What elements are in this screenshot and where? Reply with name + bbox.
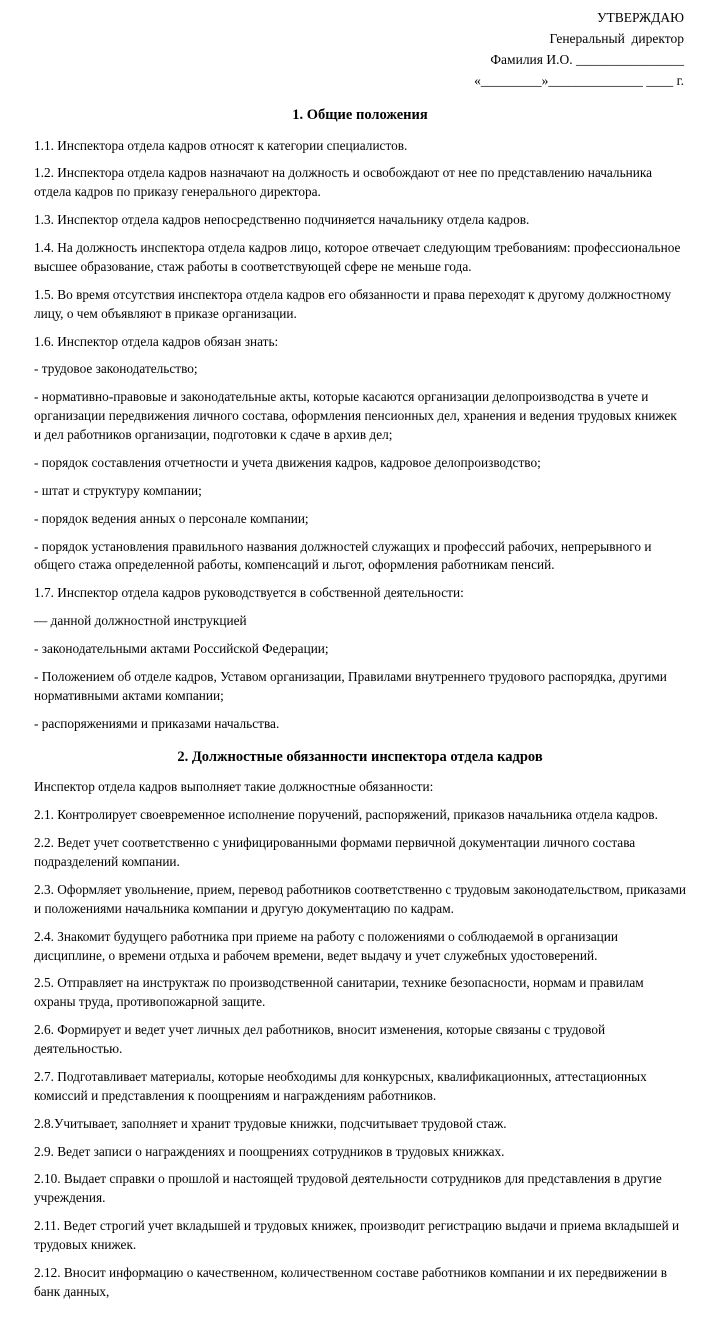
- paragraph-1-2: 1.2. Инспектора отдела кадров назначают на должность и освобождают от нее по представлению начальника отдела кадров по приказу генерального директора.: [34, 165, 653, 200]
- list-item-guided-1: — данной должностной инструкцией: [34, 613, 247, 629]
- paragraph-2-4: 2.4. Знакомит будущего работника при приеме на работу с положениями о соблюдаемой в организации дисциплине, о времени отдыха и рабочем времени, ведет выдачу и учет служебных удостоверений.: [34, 928, 618, 963]
- list-item-guided-4: - распоряжениями и приказами начальства.: [34, 715, 280, 731]
- paragraph-2-10: 2.10. Выдает справки о прошлой и настоящей трудовой деятельности сотрудников для представления в другие учреждения.: [34, 1171, 662, 1206]
- paragraph-2-12: 2.12. Вносит информацию о качественном, количественном составе работников компании и их передвижении в банк данных,: [34, 1264, 668, 1299]
- list-item-knowledge-4: - штат и структуру компании;: [34, 482, 202, 498]
- document-header: [34, 8, 686, 92]
- paragraph-1-7: 1.7. Инспектор отдела кадров руководствуется в собственной деятельности:: [34, 585, 464, 601]
- paragraph-2-2: 2.2. Ведет учет соответственно с унифицированными формами первичной документации личного состава подразделений компании.: [34, 835, 636, 869]
- paragraph-2-6: 2.6. Формирует и ведет учет личных дел работников, вносит изменения, которые связаны с трудовой деятельностью.: [34, 1022, 606, 1056]
- paragraph-2-intro: Инспектор отдела кадров выполняет такие должностные обязанности:: [34, 779, 434, 795]
- paragraph-1-5: 1.5. Во время отсутствия инспектора отдела кадров его обязанности и права переходят к другому должностному лицу, о чем объявляют в приказе организации.: [34, 286, 672, 321]
- paragraph-1-1: 1.1. Инспектора отдела кадров относят к категории специалистов.: [34, 137, 408, 153]
- signature-date-line: «_________»______________ ____ г.: [474, 72, 684, 88]
- paragraph-1-4: 1.4. На должность инспектора отдела кадров лицо, которое отвечает следующим требованиям: профессиональное высшее образование, стаж работы в соответствующей сфере не меньше года.: [34, 240, 681, 274]
- paragraph-2-5: 2.5. Отправляет на инструктаж по производственной санитарии, технике безопасности, нормам и правилам охраны труда, противопожарной защите.: [34, 975, 644, 1010]
- list-item-knowledge-1: - трудовое законодательство;: [34, 361, 198, 377]
- list-item-knowledge-5: - порядок ведения анных о персонале компании;: [34, 510, 309, 526]
- paragraph-2-11: 2.11. Ведет строгий учет вкладышей и трудовых книжек, производит регистрацию выдачи и приема вкладышей и трудовых книжек.: [34, 1218, 680, 1252]
- list-item-knowledge-2: - нормативно-правовые и законодательные акты, которые касаются организации делопроизводства в учете и организации передвижения личного состава, оформления пенсионных дел, хранения и ведения трудовых книжек и дел работников организации, подготовки к сдаче в архив дел;: [34, 389, 677, 443]
- paragraph-2-3: 2.3. Оформляет увольнение, прием, перевод работников соответственно с трудовым законодательством, приказами и положениями начальника компании и другую документацию по кадрам.: [34, 881, 686, 916]
- section-2-title: 2. Должностные обязанности инспектора отдела кадров: [177, 748, 543, 765]
- paragraph-2-9: 2.9. Ведет записи о награждениях и поощрениях сотрудников в трудовых книжках.: [34, 1143, 505, 1159]
- list-item-guided-3: - Положением об отделе кадров, Уставом организации, Правилами внутреннего трудового распорядка, другими нормативными актами компании;: [34, 668, 667, 703]
- director-title: Генеральный директор: [549, 30, 684, 46]
- approval-label: УТВЕРЖДАЮ: [596, 10, 684, 25]
- list-item-knowledge-6: - порядок установления правильного названия должностей служащих и профессий рабочих, непрерывного и общего стажа определенной работы, компенсаций и льгот, оформления работникам пенсий.: [34, 538, 652, 573]
- list-item-guided-2: - законодательными актами Российской Федерации;: [34, 641, 329, 657]
- paragraph-2-1: 2.1. Контролирует своевременное исполнение поручений, распоряжений, приказов начальника отдела кадров.: [34, 807, 658, 823]
- list-item-knowledge-3: - порядок составления отчетности и учета движения кадров, кадровое делопроизводство;: [34, 454, 541, 470]
- paragraph-1-6: 1.6. Инспектор отдела кадров обязан знать:: [34, 333, 279, 349]
- paragraph-2-7: 2.7. Подготавливает материалы, которые необходимы для конкурсных, квалификационных, аттестационных комиссий и представления к поощрениям и награждениям работников.: [34, 1068, 647, 1103]
- signature-name-line: Фамилия И.О. ________________: [490, 51, 684, 67]
- section-1-title: 1. Общие положения: [292, 106, 428, 123]
- paragraph-2-8: 2.8.Учитывает, заполняет и хранит трудовые книжки, подсчитывает трудовой стаж.: [34, 1115, 507, 1131]
- paragraph-1-3: 1.3. Инспектор отдела кадров непосредственно подчиняется начальнику отдела кадров.: [34, 212, 530, 228]
